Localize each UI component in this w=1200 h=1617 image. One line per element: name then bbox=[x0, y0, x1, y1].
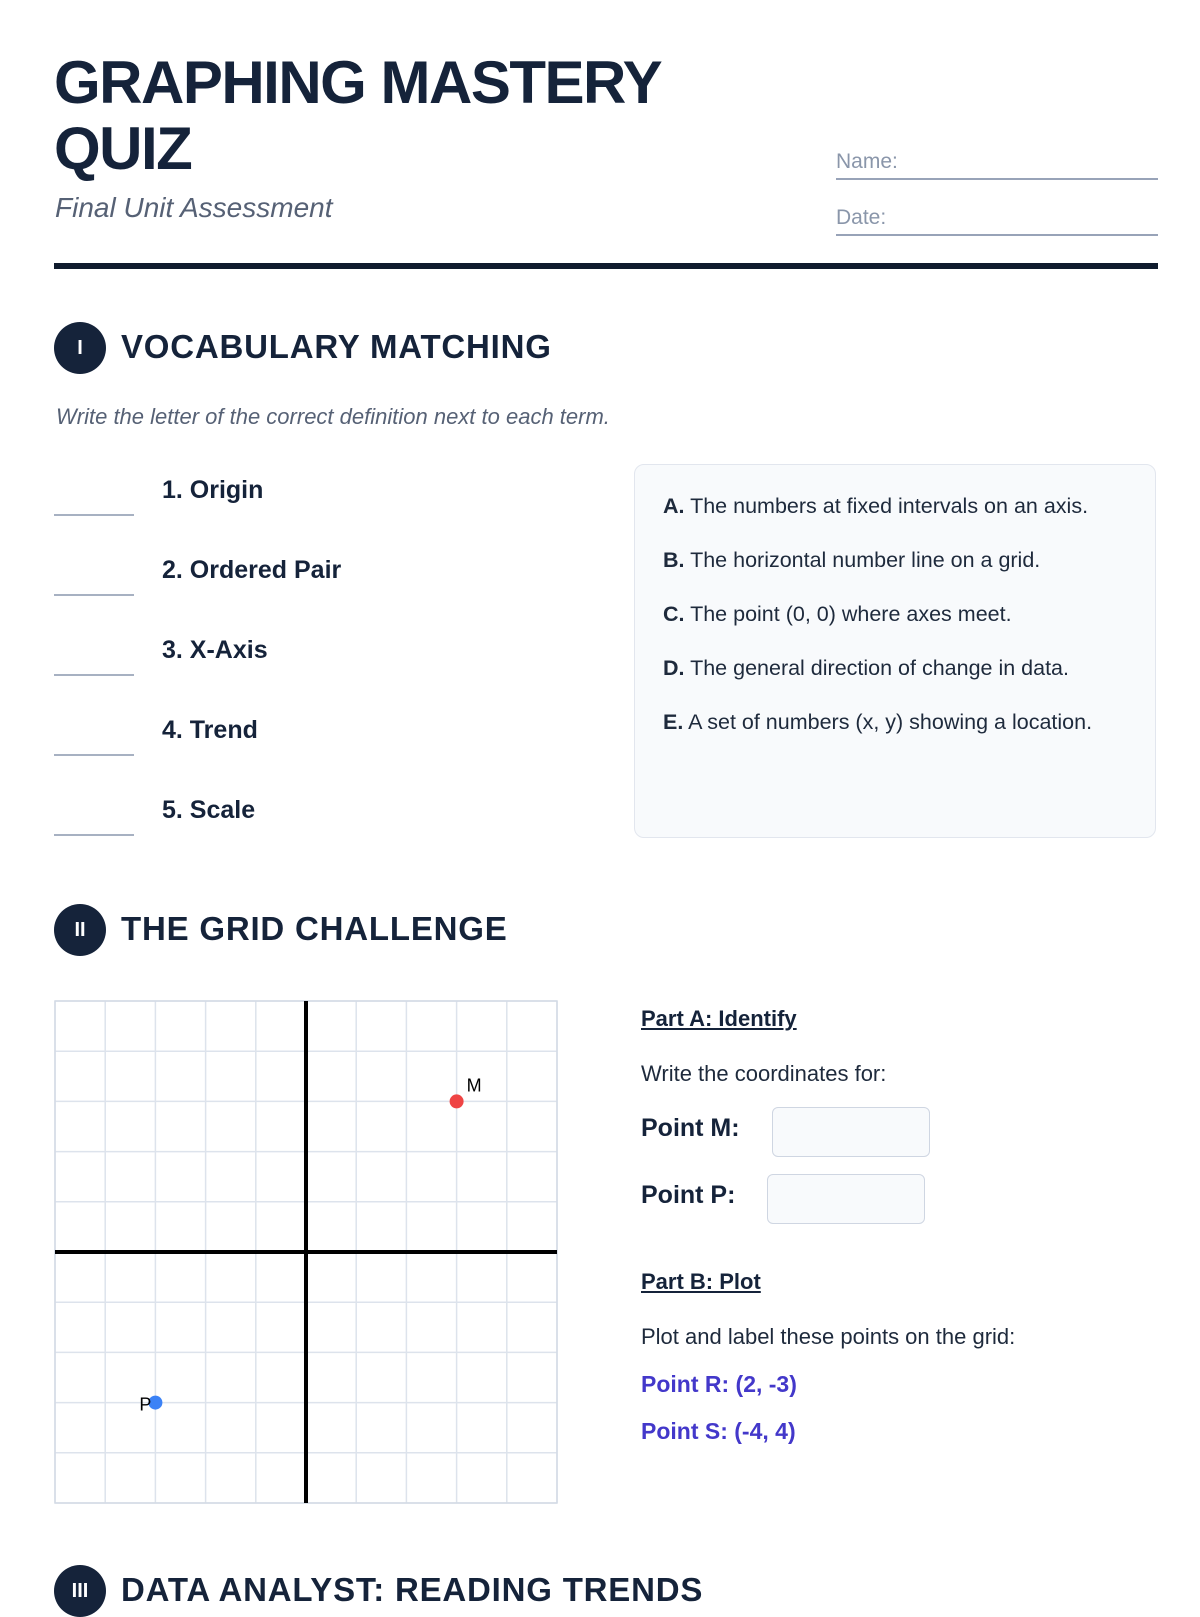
section-2-title: THE GRID CHALLENGE bbox=[121, 910, 508, 947]
definition-letter: D. bbox=[663, 656, 685, 680]
point-m-label: Point M: bbox=[641, 1114, 740, 1142]
definition-item bbox=[663, 543, 1127, 577]
answer-blank[interactable] bbox=[54, 514, 134, 516]
definition-text: The numbers at fixed intervals on an axis. bbox=[690, 494, 1089, 518]
section-1-title: VOCABULARY MATCHING bbox=[121, 328, 552, 365]
coordinate-grid-svg[interactable] bbox=[54, 1000, 558, 1504]
section-1-instructions: Write the letter of the correct definition next to each term. bbox=[56, 404, 610, 429]
answer-blank[interactable] bbox=[54, 834, 134, 836]
term-label: 4. Trend bbox=[162, 716, 258, 744]
point-p-label: P bbox=[139, 1394, 152, 1415]
section-3-badge: III bbox=[54, 1565, 106, 1617]
section-3-title: DATA ANALYST: READING TRENDS bbox=[121, 1571, 704, 1608]
answer-blank[interactable] bbox=[54, 594, 134, 596]
name-label: Name: bbox=[836, 150, 898, 173]
point-p-answer-box[interactable] bbox=[767, 1174, 925, 1224]
point-p-label: Point P: bbox=[641, 1181, 736, 1209]
term-label: 3. X-Axis bbox=[162, 636, 268, 664]
definition-letter: C. bbox=[663, 602, 685, 626]
term-row bbox=[54, 546, 594, 606]
section-2-badge: II bbox=[54, 904, 106, 956]
header-divider bbox=[54, 263, 1158, 269]
term-label: 5. Scale bbox=[162, 796, 256, 824]
answer-blank[interactable] bbox=[54, 754, 134, 756]
definition-text: The point (0, 0) where axes meet. bbox=[690, 602, 1012, 626]
page-subtitle: Final Unit Assessment bbox=[55, 192, 333, 223]
term-row bbox=[54, 626, 594, 686]
part-b-heading: Part B: Plot bbox=[641, 1269, 761, 1294]
answer-blank[interactable] bbox=[54, 674, 134, 676]
point-m-marker bbox=[450, 1094, 464, 1108]
point-m-label: M bbox=[466, 1075, 482, 1096]
part-a-heading: Part A: Identify bbox=[641, 1006, 797, 1031]
definition-letter: B. bbox=[663, 548, 685, 572]
point-m-answer-box[interactable] bbox=[772, 1107, 930, 1157]
name-field[interactable] bbox=[836, 148, 1158, 180]
term-row bbox=[54, 466, 594, 526]
term-row bbox=[54, 786, 594, 846]
definition-text: The general direction of change in data. bbox=[690, 656, 1069, 680]
definition-letter: E. bbox=[663, 710, 684, 734]
term-label: 2. Ordered Pair bbox=[162, 556, 342, 584]
page-title: GRAPHING MASTERY QUIZ bbox=[54, 49, 661, 182]
plot-point-r: Point R: (2, -3) bbox=[641, 1371, 797, 1397]
definition-item bbox=[663, 705, 1127, 739]
definition-item bbox=[663, 489, 1127, 523]
definition-text: The horizontal number line on a grid. bbox=[690, 548, 1041, 572]
definition-letter: A. bbox=[663, 494, 685, 518]
part-b-instructions: Plot and label these points on the grid: bbox=[641, 1324, 1016, 1349]
definition-item bbox=[663, 651, 1127, 685]
coordinate-grid[interactable] bbox=[54, 1000, 558, 1504]
date-field[interactable] bbox=[836, 204, 1158, 236]
definitions-box bbox=[634, 464, 1156, 838]
section-1-badge: I bbox=[54, 322, 106, 374]
term-row bbox=[54, 706, 594, 766]
date-label: Date: bbox=[836, 206, 887, 229]
definition-text: A set of numbers (x, y) showing a location. bbox=[688, 710, 1093, 734]
term-label: 1. Origin bbox=[162, 476, 264, 504]
plot-point-s: Point S: (-4, 4) bbox=[641, 1418, 796, 1444]
definition-item bbox=[663, 597, 1127, 631]
part-a-instructions: Write the coordinates for: bbox=[641, 1061, 887, 1086]
